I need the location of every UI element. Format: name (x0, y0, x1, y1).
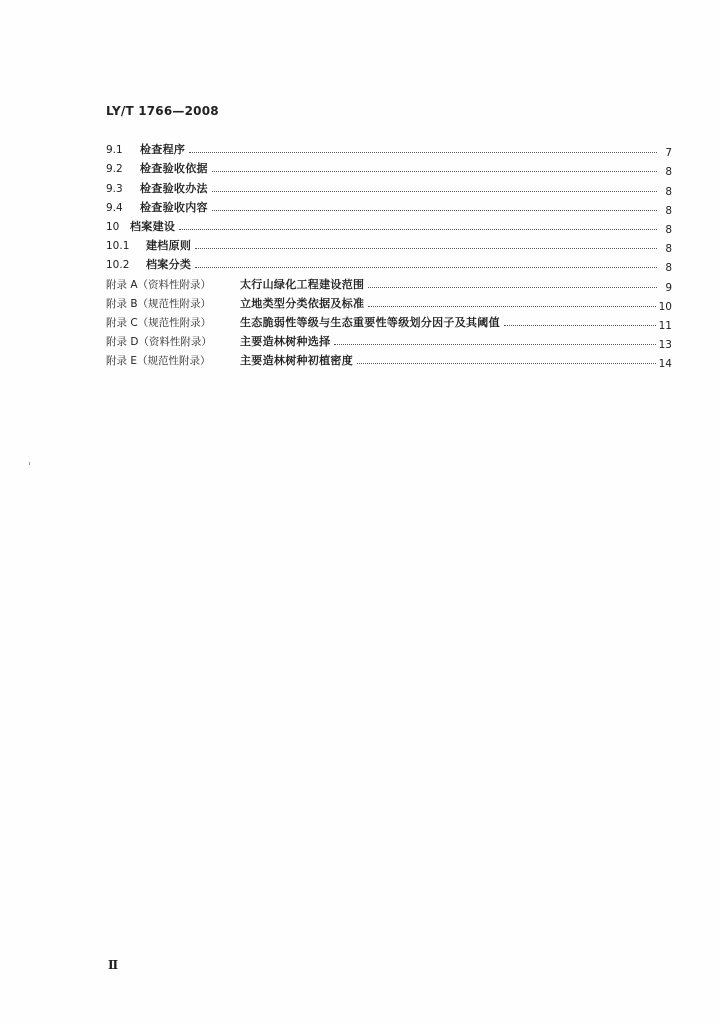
toc-entry[interactable] (106, 215, 672, 234)
toc-entry[interactable] (106, 138, 672, 160)
toc-entry[interactable] (106, 253, 672, 275)
toc-entry-title: 太行山绿化工程建设范围 (240, 277, 365, 291)
toc-entry-page: 7 (665, 147, 672, 160)
toc-entry[interactable] (106, 176, 672, 198)
dot-leader (212, 210, 657, 211)
dot-leader (334, 344, 655, 345)
toc-entry-number: 10.2 (106, 259, 130, 272)
toc-entry-title: 检查验收依据 (140, 162, 208, 176)
toc-entry[interactable] (106, 196, 672, 215)
toc-entry[interactable] (106, 272, 672, 294)
toc-entry[interactable] (106, 234, 672, 256)
toc-entry-page: 9 (665, 281, 672, 294)
dot-leader (368, 306, 655, 307)
toc-entry-page: 10 (658, 300, 672, 313)
toc-entry-number: 10 (106, 220, 120, 233)
table-of-contents (106, 138, 672, 371)
toc-entry[interactable] (106, 292, 672, 311)
scan-speck (29, 462, 30, 465)
toc-entry-number: 附录 D（资料性附录） (106, 336, 212, 349)
dot-leader (357, 363, 656, 364)
toc-entry-page: 11 (658, 319, 672, 332)
toc-entry-number: 9.4 (106, 201, 123, 214)
dot-leader (195, 267, 657, 268)
toc-entry-number: 9.1 (106, 144, 123, 157)
dot-leader (212, 171, 657, 172)
toc-entry-number: 9.3 (106, 182, 123, 195)
toc-entry-title: 主要造林树种初植密度 (240, 354, 353, 368)
toc-entry-title: 立地类型分类依据及标准 (240, 296, 365, 310)
dot-leader (179, 229, 657, 230)
toc-entry[interactable] (106, 330, 672, 352)
dot-leader (504, 325, 656, 326)
toc-entry-page: 8 (665, 262, 672, 275)
toc-entry-page: 8 (665, 223, 672, 236)
toc-entry[interactable] (106, 157, 672, 179)
toc-entry-title: 检查验收内容 (140, 200, 208, 214)
toc-entry[interactable] (106, 311, 672, 330)
toc-entry-title: 生态脆弱性等级与生态重要性等级划分因子及其阈值 (240, 315, 500, 329)
dot-leader (189, 152, 657, 153)
toc-entry-page: 13 (658, 339, 672, 352)
toc-entry[interactable] (106, 349, 672, 371)
toc-entry-number: 附录 C（规范性附录） (106, 316, 212, 329)
toc-entry-number: 附录 A（资料性附录） (106, 278, 212, 291)
toc-entry-page: 14 (658, 358, 672, 371)
toc-entry-page: 8 (665, 185, 672, 198)
toc-entry-number: 附录 B（规范性附录） (106, 297, 212, 310)
toc-entry-title: 档案分类 (146, 258, 192, 272)
toc-entry-page: 8 (665, 204, 672, 217)
page-number-footer: Ⅱ (108, 958, 119, 972)
toc-entry-title: 建档原则 (146, 239, 192, 253)
dot-leader (212, 191, 657, 192)
dot-leader (195, 248, 657, 249)
toc-entry-title: 检查验收办法 (140, 181, 208, 195)
toc-entry-number: 10.1 (106, 240, 130, 253)
standard-code-header: LY/T 1766—2008 (106, 104, 219, 118)
toc-entry-page: 8 (665, 243, 672, 256)
toc-entry-number: 9.2 (106, 163, 123, 176)
toc-entry-title: 档案建设 (130, 219, 176, 233)
toc-entry-title: 检查程序 (140, 143, 186, 157)
toc-entry-number: 附录 E（规范性附录） (106, 355, 211, 368)
dot-leader (368, 287, 657, 288)
toc-entry-page: 8 (665, 166, 672, 179)
toc-entry-title: 主要造林树种选择 (240, 335, 331, 349)
